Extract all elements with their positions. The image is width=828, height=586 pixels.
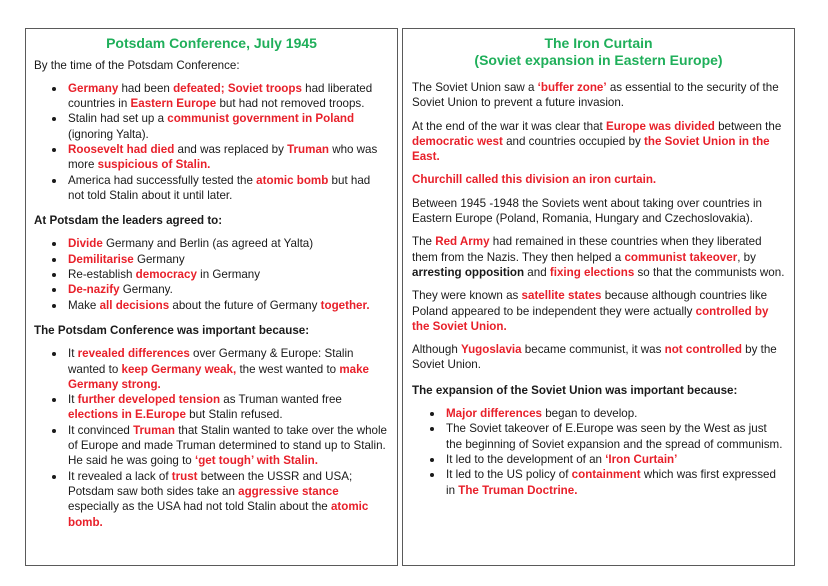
list-item bbox=[412, 406, 785, 421]
highlighted-term: ‘get tough’ with Stalin. bbox=[194, 454, 318, 468]
text-run: and was replaced by bbox=[174, 142, 288, 156]
list-item bbox=[34, 142, 389, 173]
text-run: but had not removed troops. bbox=[216, 97, 365, 111]
highlighted-term: The Truman Doctrine. bbox=[458, 483, 578, 497]
paragraph bbox=[412, 288, 785, 334]
text-run: had remained in these countries when they liberated them from the Nazis. They then helped a bbox=[412, 235, 762, 264]
highlighted-term: aggressive stance bbox=[238, 484, 339, 498]
text-run: had been bbox=[118, 81, 174, 95]
panel-title: Potsdam Conference, July 1945 bbox=[106, 35, 317, 51]
list-item bbox=[34, 423, 389, 469]
text-run: which was first expressed in bbox=[446, 468, 776, 497]
paragraph bbox=[412, 172, 785, 187]
text-run: who was more bbox=[68, 142, 378, 172]
text-run: but Stalin refused. bbox=[185, 408, 283, 422]
list-item bbox=[34, 298, 389, 313]
text-run: that Stalin wanted to take over the whole of Europe and made Truman determined to stand up to Stalin. He said he was going to bbox=[68, 423, 388, 468]
text-run: America had successfully tested the bbox=[68, 173, 257, 187]
text-run: as Truman wanted free bbox=[220, 393, 342, 407]
highlighted-term: Europe was divided bbox=[605, 119, 715, 133]
text-run: and bbox=[524, 265, 550, 279]
importance-heading: The Potsdam Conference was important because: bbox=[34, 323, 310, 337]
importance-list bbox=[34, 346, 389, 530]
text-run: the west wanted to bbox=[236, 362, 340, 376]
bold-term: arresting opposition bbox=[412, 265, 525, 279]
text-run: Germany. bbox=[119, 283, 173, 297]
highlighted-term: all decisions bbox=[99, 298, 170, 312]
context-list bbox=[34, 81, 389, 203]
text-run: about the future of Germany bbox=[169, 298, 321, 312]
highlighted-term: Truman bbox=[133, 423, 175, 437]
highlighted-term: together. bbox=[320, 298, 370, 312]
text-run: They were known as bbox=[412, 289, 522, 303]
text-run: by the Soviet Union. bbox=[412, 343, 777, 372]
intro-text: By the time of the Potsdam Conference: bbox=[34, 58, 240, 72]
highlighted-term: revealed differences bbox=[77, 347, 190, 361]
highlighted-term: Churchill called this division an iron curtain. bbox=[412, 173, 657, 187]
text-run: became communist, it was bbox=[521, 343, 665, 357]
list-item bbox=[34, 469, 389, 530]
text-run: It convinced bbox=[68, 423, 134, 437]
text-run: The Soviet takeover of E.Europe was seen by the West as just the beginning of Soviet expansion and the spread of communism. bbox=[446, 422, 783, 451]
list-item bbox=[412, 452, 785, 467]
highlighted-term: defeated; Soviet troops bbox=[173, 81, 302, 95]
text-run: It bbox=[68, 347, 78, 361]
text-run: It bbox=[68, 393, 78, 407]
list-item bbox=[34, 236, 389, 251]
expansion-list bbox=[412, 406, 785, 498]
paragraph bbox=[412, 342, 785, 373]
highlighted-term: ‘buffer zone’ bbox=[537, 81, 607, 94]
text-run: It led to the US policy of bbox=[446, 468, 572, 482]
highlighted-term: fixing elections bbox=[549, 265, 635, 279]
highlighted-term: make Germany strong. bbox=[68, 362, 369, 391]
highlighted-term: Divide bbox=[68, 237, 103, 251]
highlighted-term: De-nazify bbox=[68, 283, 120, 297]
highlighted-term: ‘Iron Curtain’ bbox=[605, 452, 678, 466]
list-item bbox=[412, 467, 785, 498]
text-run: Germany bbox=[133, 252, 185, 266]
paragraphs bbox=[412, 80, 785, 373]
text-run: as essential to the security of the Soviet Union to prevent a future invasion. bbox=[412, 81, 779, 110]
highlighted-term: Truman bbox=[287, 142, 329, 156]
expansion-heading: The expansion of the Soviet Union was important because: bbox=[412, 383, 738, 397]
highlighted-term: controlled by the Soviet Union. bbox=[412, 304, 769, 333]
highlighted-term: democracy bbox=[135, 268, 197, 282]
text-run: Re-establish bbox=[68, 268, 136, 282]
highlighted-term: not controlled bbox=[664, 343, 742, 357]
highlighted-term: trust bbox=[171, 469, 198, 483]
text-run: began to develop. bbox=[542, 407, 638, 421]
text-run: It led to the development of an bbox=[446, 452, 606, 466]
text-run: between the USSR and USA; Potsdam saw both sides take an bbox=[68, 469, 353, 498]
text-run: Stalin had set up a bbox=[68, 112, 168, 126]
title-line-2: (Soviet expansion in Eastern Europe) bbox=[474, 51, 723, 68]
highlighted-term: atomic bomb. bbox=[68, 500, 369, 529]
paragraph bbox=[412, 80, 785, 111]
list-item bbox=[34, 252, 389, 267]
highlighted-term: elections in E.Europe bbox=[68, 408, 186, 422]
list-item bbox=[34, 173, 389, 204]
highlighted-term: communist takeover bbox=[624, 250, 738, 264]
highlighted-term: Major differences bbox=[446, 407, 542, 421]
text-run: Although bbox=[412, 343, 461, 357]
text-run: At the end of the war it was clear that bbox=[412, 119, 606, 133]
highlighted-term: Roosevelt had died bbox=[68, 142, 175, 156]
text-run: The bbox=[412, 235, 436, 249]
text-run: because although countries like Poland appeared to be independent they were actually bbox=[412, 289, 768, 318]
list-item bbox=[34, 111, 389, 142]
panel-title bbox=[412, 35, 785, 68]
highlighted-term: communist government in Poland bbox=[167, 112, 355, 126]
highlighted-term: suspicious of Stalin. bbox=[97, 158, 211, 172]
title-line-1: The Iron Curtain bbox=[544, 35, 653, 51]
highlighted-term: containment bbox=[571, 468, 641, 482]
text-run: Make bbox=[68, 298, 100, 312]
list-item bbox=[34, 267, 389, 282]
text-run: over Germany & Europe: Stalin wanted to bbox=[68, 347, 354, 376]
text-run: had liberated countries in bbox=[68, 81, 373, 111]
list-item bbox=[34, 282, 389, 297]
highlighted-term: keep Germany weak, bbox=[121, 362, 237, 376]
iron-curtain-panel bbox=[402, 28, 795, 566]
list-item bbox=[34, 392, 389, 423]
paragraph bbox=[412, 119, 785, 165]
highlighted-term: satellite states bbox=[521, 289, 602, 303]
text-run: , by bbox=[737, 250, 756, 264]
agreements-list bbox=[34, 236, 389, 312]
potsdam-conference-panel bbox=[25, 28, 398, 566]
highlighted-term: further developed tension bbox=[77, 393, 221, 407]
text-run: The Soviet Union saw a bbox=[412, 81, 538, 94]
list-item bbox=[412, 421, 785, 452]
text-run: between the bbox=[714, 119, 782, 133]
text-run: and countries occupied by bbox=[502, 134, 645, 148]
text-run: It revealed a lack of bbox=[68, 469, 172, 483]
text-run: so that the communists won. bbox=[634, 265, 785, 279]
highlighted-term: democratic west bbox=[412, 134, 503, 148]
text-run: (ignoring Yalta). bbox=[68, 127, 149, 141]
highlighted-term: the Soviet Union in the East. bbox=[412, 134, 770, 164]
text-run: in Germany bbox=[196, 268, 261, 282]
list-item bbox=[34, 81, 389, 112]
highlighted-term: Yugoslavia bbox=[461, 343, 522, 357]
text-run: Germany and Berlin (as agreed at Yalta) bbox=[102, 237, 314, 251]
highlighted-term: Red Army bbox=[435, 235, 490, 249]
highlighted-term: Eastern Europe bbox=[130, 97, 217, 111]
paragraph bbox=[412, 234, 785, 280]
text-run: but had not told Stalin about it until later. bbox=[68, 173, 371, 202]
text-run: especially as the USA had not told Stalin about the bbox=[68, 500, 331, 514]
list-item bbox=[34, 346, 389, 392]
paragraph bbox=[412, 196, 785, 227]
highlighted-term: Germany bbox=[68, 81, 119, 95]
text-run: Between 1945 -1948 the Soviets went about taking over countries in Eastern Europe (Poland, Romania, Hungary and Czechoslovakia). bbox=[412, 196, 762, 226]
highlighted-term: Demilitarise bbox=[68, 252, 134, 266]
agreements-heading: At Potsdam the leaders agreed to: bbox=[34, 214, 223, 228]
highlighted-term: atomic bomb bbox=[256, 173, 329, 187]
